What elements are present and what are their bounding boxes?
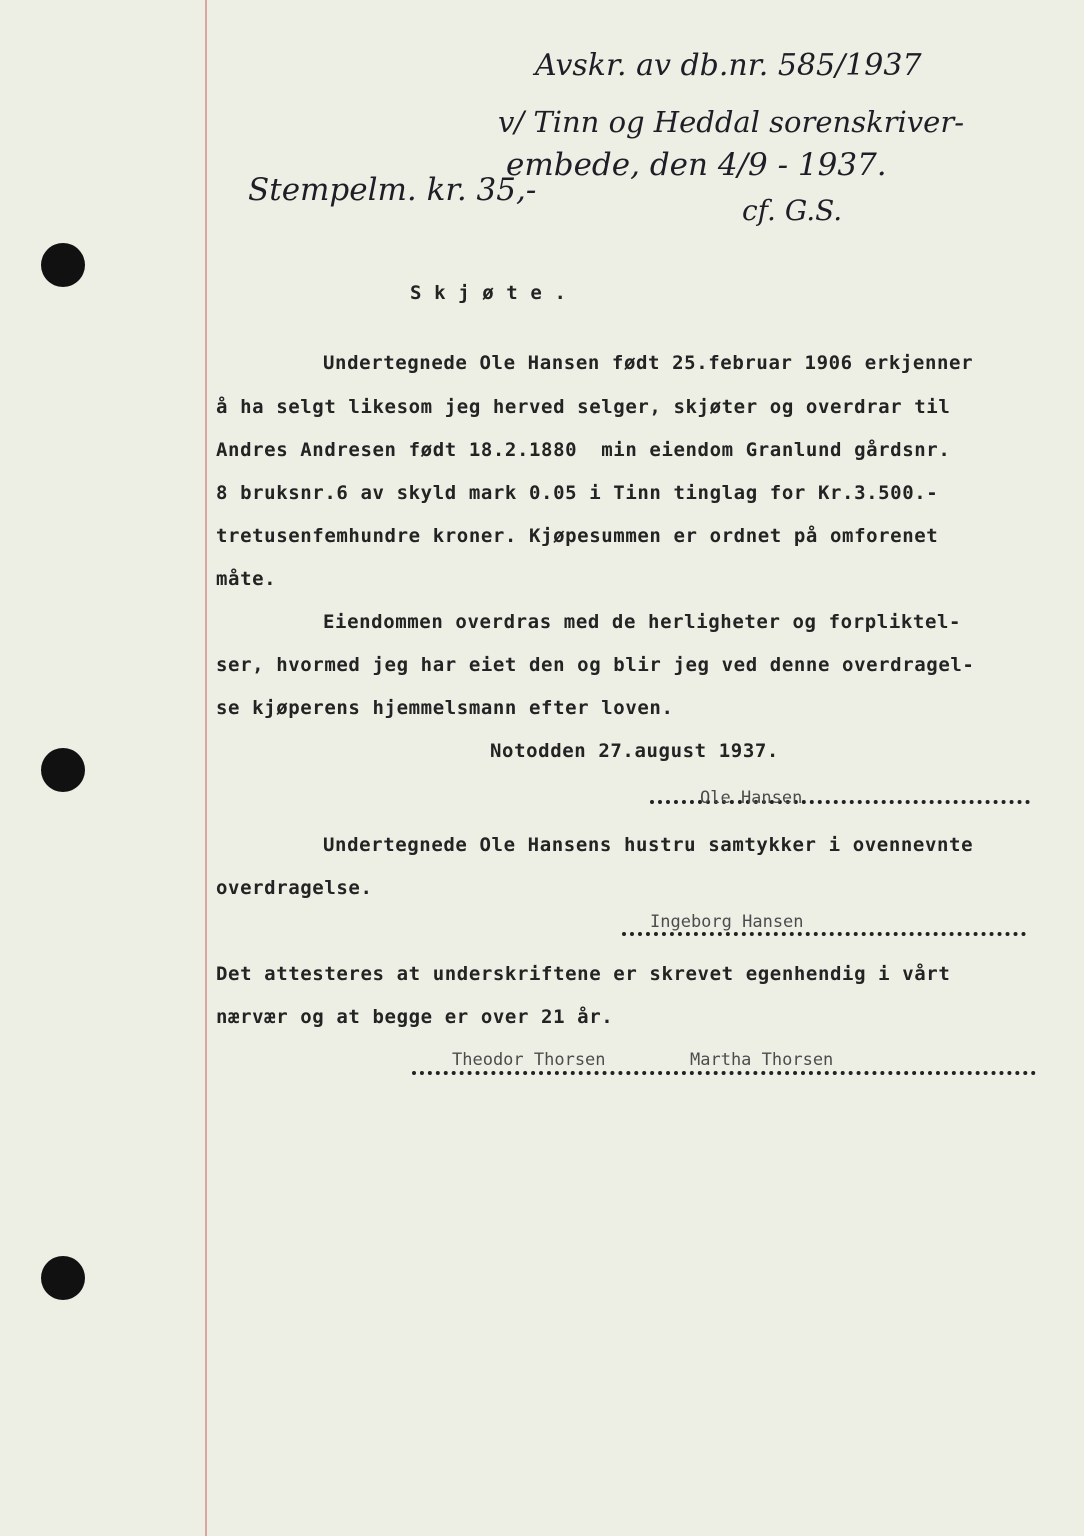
body-line: måte. — [216, 568, 277, 590]
witness-signature-1: Theodor Thorsen — [452, 1050, 606, 1070]
body-line: overdragelse. — [216, 877, 373, 899]
body-line: 8 bruksnr.6 av skyld mark 0.05 i Tinn tinglag for Kr.3.500.- — [216, 482, 939, 504]
annotation-line-1: Avskr. av db.nr. 585/1937 — [535, 48, 922, 83]
annotation-line-2: v/ Tinn og Heddal sorenskriver- — [498, 105, 965, 139]
margin-rule — [205, 0, 207, 1536]
body-line: nærvær og at begge er over 21 år. — [216, 1006, 614, 1028]
body-line: å ha selgt likesom jeg herved selger, skjøter og overdrar til — [216, 396, 951, 418]
body-line: ser, hvormed jeg har eiet den og blir jeg ved denne overdragel- — [216, 654, 975, 676]
spouse-signature: Ingeborg Hansen — [650, 912, 804, 932]
body-line: Andres Andresen født 18.2.1880 min eiendom Granlund gårdsnr. — [216, 439, 951, 461]
body-line: Eiendommen overdras med de herligheter og forpliktel- — [323, 611, 962, 633]
body-line: se kjøperens hjemmelsmann efter loven. — [216, 697, 674, 719]
seller-signature: Ole Hansen — [700, 788, 803, 808]
punch-hole — [41, 1256, 85, 1300]
punch-hole — [41, 748, 85, 792]
body-line: tretusenfemhundre kroner. Kjøpesummen er ordnet på omforenet — [216, 525, 939, 547]
punch-hole — [41, 243, 85, 287]
body-line: Det attesteres at underskriftene er skrevet egenhendig i vårt — [216, 963, 951, 985]
witness-signature-2: Martha Thorsen — [690, 1050, 834, 1070]
dotted-line — [412, 1071, 1036, 1075]
body-line: Undertegnede Ole Hansen født 25.februar 1906 erkjenner — [323, 352, 974, 374]
annotation-line-3: embede, den 4/9 - 1937. — [506, 147, 887, 183]
place-date: Notodden 27.august 1937. — [490, 740, 779, 762]
body-line: Undertegnede Ole Hansens hustru samtykker i ovennevnte — [323, 834, 974, 856]
document-title: S k j ø t e . — [410, 282, 567, 304]
clerk-initials: cf. G.S. — [742, 194, 843, 227]
stamp-fee-note: Stempelm. kr. 35,- — [248, 172, 537, 208]
dotted-line — [622, 932, 1026, 936]
